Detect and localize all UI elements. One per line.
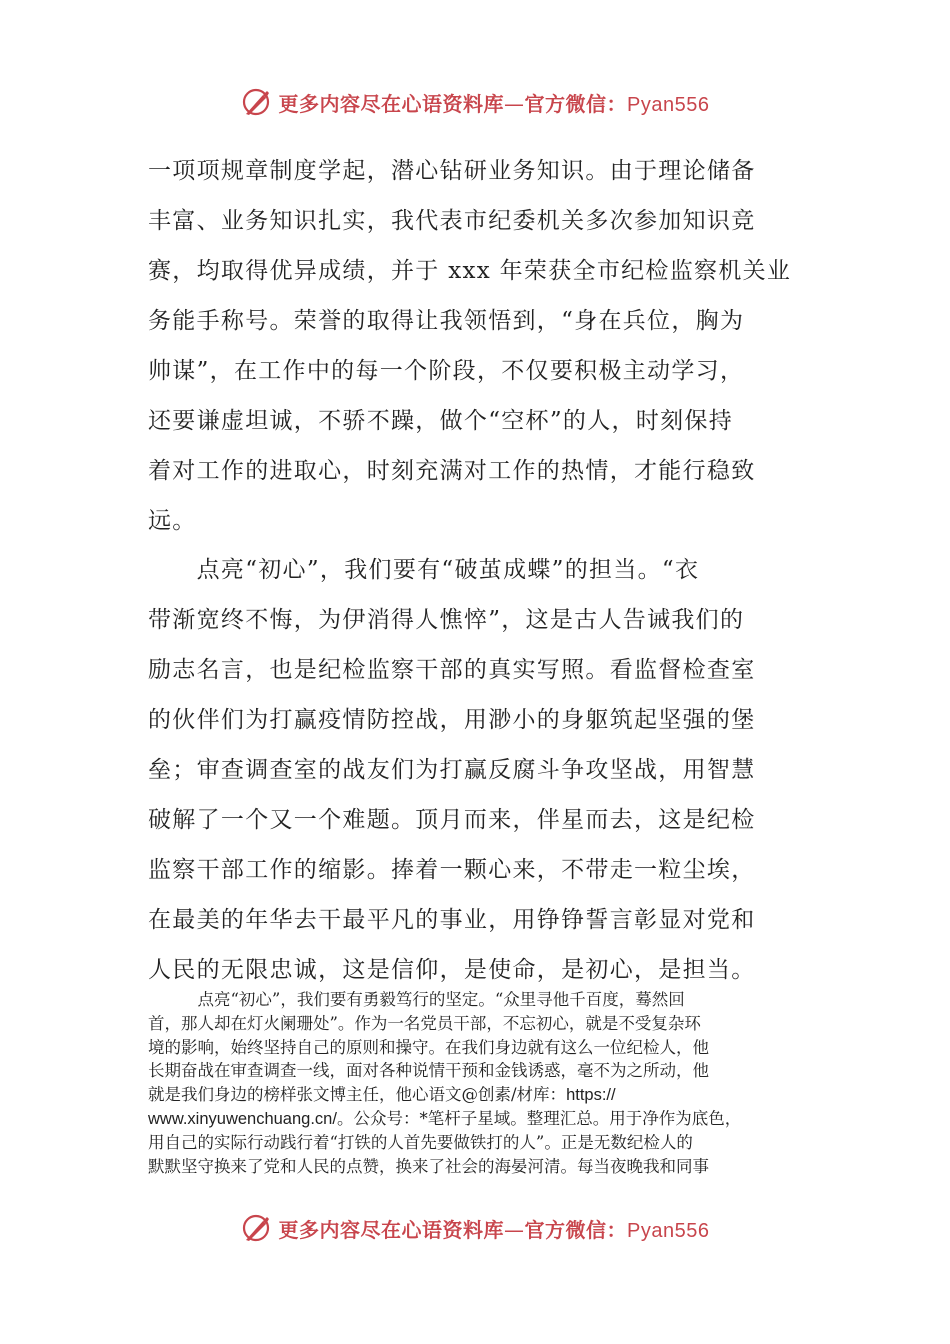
pen-logo-icon <box>241 87 271 117</box>
paragraph-line: 远。 <box>148 508 197 534</box>
paragraph-line: 带渐宽终不悔，为伊消得人憔悴”，这是古人告诫我们的 <box>148 607 745 633</box>
paragraph-line: 的伙伴们为打赢疫情防控战，用渺小的身躯筑起坚强的堡 <box>148 707 756 733</box>
watermark-separator: — <box>504 1217 525 1242</box>
pen-logo-icon <box>241 1213 271 1243</box>
paragraph-line: 一项项规章制度学起，潜心钻研业务知识。由于理论储备 <box>148 158 756 184</box>
paragraph-line: 帅谋”，在工作中的每一个阶段，不仅要积极主动学习， <box>148 358 745 384</box>
paragraph-line: 人民的无限忠诚，这是信仰，是使命，是初心，是担当。 <box>148 957 756 983</box>
paragraph-line: 默默坚守换来了党和人民的点赞，换来了社会的海晏河清。每当夜晚我和同事 <box>148 1156 709 1176</box>
paragraph-line: 长期奋战在审查调查一线，面对各种说情干预和金钱诱惑，毫不为之所动，他 <box>148 1061 709 1081</box>
paragraph-line: 点亮“初心”，我们要有勇毅笃行的坚定。“众里寻他千百度，蓦然回 <box>148 990 685 1009</box>
paragraph-line: 破解了一个又一个难题。顶月而来，伴星而去，这是纪检 <box>148 807 756 833</box>
website-link-part1[interactable]: https:// <box>566 1086 616 1105</box>
paragraph-line: 着对工作的进取心，时刻充满对工作的热情，才能行稳致 <box>148 458 756 484</box>
paragraph-line: 丰富、业务知识扎实，我代表市纪委机关多次参加知识竞 <box>148 208 756 234</box>
paragraph-line: 境的影响，始终坚持自己的原则和操守。在我们身边就有这么一位纪检人，他 <box>148 1037 709 1057</box>
paragraph-line: 监察干部工作的缩影。捧着一颗心来，不带走一粒尘埃， <box>148 857 756 883</box>
paragraph-line: 用自己的实际行动践行着“打铁的人首先要做铁打的人”。正是无数纪检人的 <box>148 1132 693 1152</box>
watermark-separator: — <box>504 91 525 116</box>
paragraph-line: 首，那人却在灯火阑珊处”。作为一名党员干部，不忘初心，就是不受复杂环 <box>148 1013 701 1033</box>
website-link-part2[interactable]: www.xinyuwenchuang.cn/ <box>148 1109 337 1128</box>
paragraph-line: 励志名言，也是纪检监察干部的真实写照。看监督检查室 <box>148 657 756 683</box>
paragraph-line: 务能手称号。荣誉的取得让我领悟到，“身在兵位，胸为 <box>148 308 745 334</box>
paragraph-line <box>148 1083 798 1107</box>
paragraph-1 <box>148 146 792 546</box>
watermark-official-label: 官方微信： <box>524 91 628 116</box>
paragraph-line: 垒；审查调查室的战友们为打赢反腐斗争攻坚战，用智慧 <box>148 757 756 783</box>
paragraph-line: 还要谦虚坦诚，不骄不躁，做个“空杯”的人，时刻保持 <box>148 408 734 434</box>
watermark-account: Pyan556 <box>627 1219 710 1242</box>
paragraph-text: 就是我们身边的榜样张文博主任，他心语文@创素/材库： <box>148 1085 567 1105</box>
watermark-account: Pyan556 <box>627 93 710 116</box>
paragraph-line: 赛，均取得优异成绩，并于 xxx 年荣获全市纪检监察机关业 <box>148 258 792 284</box>
header-watermark <box>0 82 950 122</box>
footer-watermark <box>0 1208 950 1248</box>
watermark-official-label: 官方微信： <box>524 1217 628 1242</box>
paragraph-3 <box>148 988 798 1178</box>
paragraph-line: 在最美的年华去干最平凡的事业，用铮铮誓言彰显对党和 <box>148 907 756 933</box>
paragraph-line: 点亮“初心”，我们要有“破茧成蝶”的担当。“衣 <box>148 557 700 583</box>
watermark-main-text: 更多内容尽在心语资料库 <box>278 91 505 116</box>
paragraph-line <box>148 1107 798 1131</box>
watermark-main-text: 更多内容尽在心语资料库 <box>278 1217 505 1242</box>
paragraph-2 <box>148 545 788 995</box>
paragraph-text: 。公众号：*笔杆子星域。整理汇总。用于净作为底色， <box>336 1108 742 1128</box>
